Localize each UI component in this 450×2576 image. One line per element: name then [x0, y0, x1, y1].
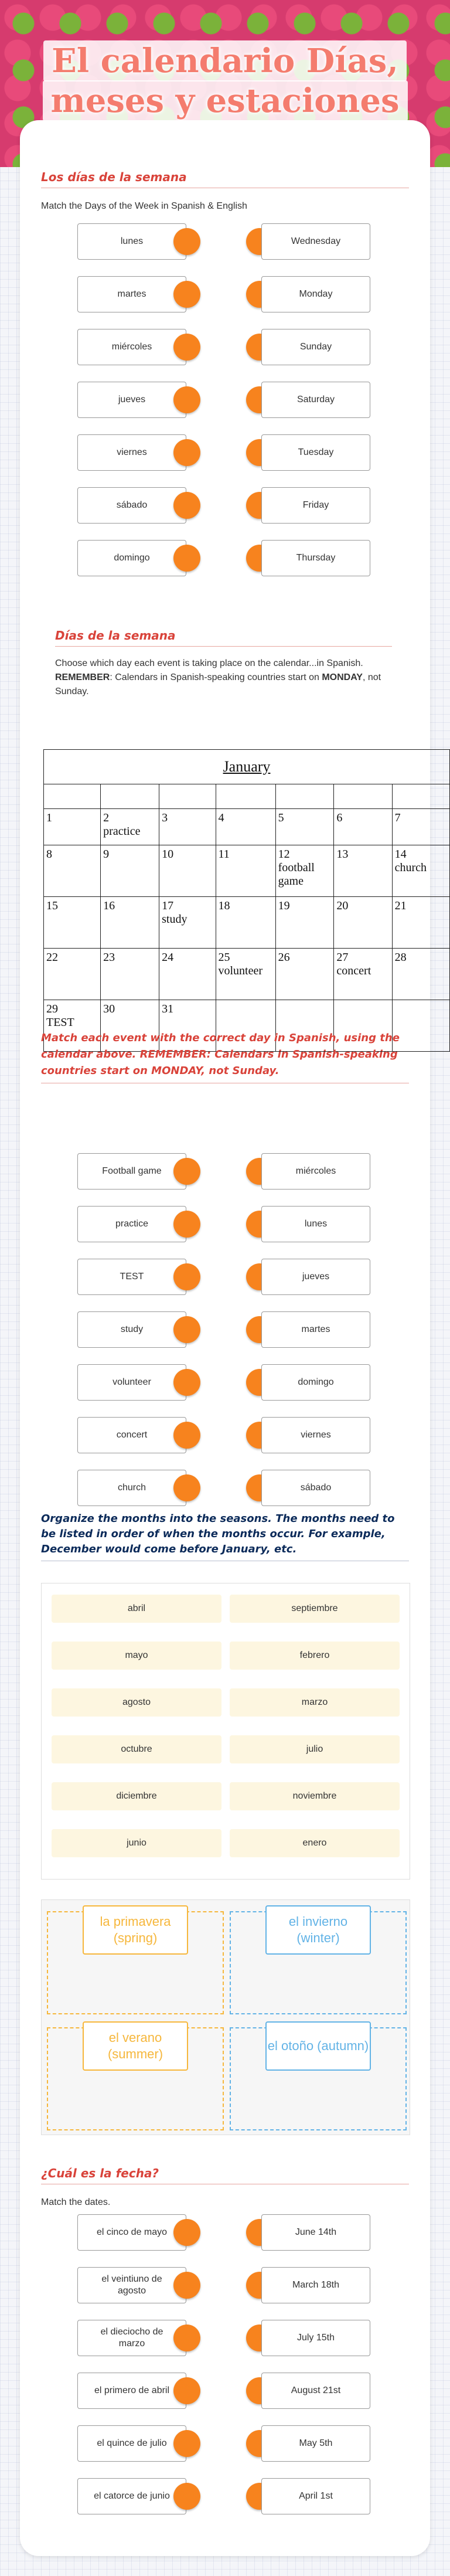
section-title-events: Match each event with the correct day in Spanish, using the calendar above. REMEMBER: Calendars in Spanish-speaking countries start on MONDAY, not Sunday. [41, 1030, 409, 1083]
calendar-day-number: 15 [46, 899, 58, 912]
event-right-item[interactable]: miércoles [261, 1153, 370, 1190]
day-left-connector[interactable] [173, 228, 200, 255]
calendar-day-number: 7 [394, 811, 401, 824]
date-left-item[interactable]: el catorce de junio [77, 2478, 186, 2514]
calendar-event: volunteer [218, 964, 263, 977]
day-left-item[interactable]: viernes [77, 434, 186, 471]
day-right-item[interactable]: Wednesday [261, 223, 370, 260]
day-left-item[interactable]: miércoles [77, 329, 186, 365]
calendar-day-number: 8 [46, 848, 52, 861]
calendar-day-number: 24 [162, 951, 174, 964]
day-right-item[interactable]: Friday [261, 487, 370, 524]
month-tile[interactable]: mayo [52, 1642, 221, 1670]
calendar-day-number: 22 [46, 951, 58, 964]
instruction-dates: Match the dates. [41, 2197, 111, 2207]
date-right-item[interactable]: June 14th [261, 2214, 370, 2251]
date-left-item[interactable]: el primero de abril [77, 2373, 186, 2409]
calendar-day-number: 1 [46, 811, 52, 824]
month-tile[interactable]: septiembre [230, 1595, 400, 1623]
calendar-day-number: 18 [218, 899, 230, 912]
month-tile[interactable]: abril [52, 1595, 221, 1623]
day-right-item[interactable]: Monday [261, 276, 370, 312]
calendar-day-number: 6 [336, 811, 343, 824]
calendar-day-number: 9 [103, 848, 110, 861]
calendar-day-number: 27 [336, 951, 349, 964]
page-title: El calendario Días, meses y estaciones [0, 41, 450, 121]
event-left-connector[interactable] [173, 1211, 200, 1238]
section-title-days: Los días de la semana [41, 170, 409, 188]
event-left-connector[interactable] [173, 1263, 200, 1290]
date-left-connector[interactable] [173, 2430, 200, 2457]
calendar-event: TEST [46, 1016, 74, 1029]
event-left-item[interactable]: practice [77, 1206, 186, 1242]
calendar-day-number: 30 [103, 1002, 115, 1015]
month-tile[interactable]: octubre [52, 1735, 221, 1763]
calendar-day-number: 3 [162, 811, 168, 824]
month-tile[interactable]: febrero [230, 1642, 400, 1670]
calendar-day-number: 5 [278, 811, 284, 824]
day-left-item[interactable]: jueves [77, 382, 186, 418]
event-right-item[interactable]: jueves [261, 1259, 370, 1295]
season-label: el verano (summer) [83, 2021, 188, 2071]
calendar-day-number: 14 [394, 848, 407, 861]
day-left-connector[interactable] [173, 281, 200, 308]
day-left-connector[interactable] [173, 386, 200, 413]
calendar-day-number: 11 [218, 848, 230, 861]
month-tile[interactable]: marzo [230, 1688, 400, 1717]
calendar-day-number: 31 [162, 1002, 174, 1015]
day-left-item[interactable]: sábado [77, 487, 186, 524]
calendar-event: practice [103, 825, 141, 838]
date-left-connector[interactable] [173, 2219, 200, 2246]
month-tile[interactable]: enero [230, 1829, 400, 1857]
event-left-connector[interactable] [173, 1158, 200, 1185]
calendar-day-number: 17 [162, 899, 174, 912]
day-left-connector[interactable] [173, 545, 200, 572]
calendar-day-number: 21 [394, 899, 407, 912]
day-left-connector[interactable] [173, 439, 200, 466]
month-tile[interactable]: junio [52, 1829, 221, 1857]
date-right-item[interactable]: May 5th [261, 2425, 370, 2462]
month-tile[interactable]: noviembre [230, 1782, 400, 1810]
event-left-item[interactable]: volunteer [77, 1364, 186, 1401]
event-left-connector[interactable] [173, 1422, 200, 1449]
calendar-day-number: 13 [336, 848, 349, 861]
calendar-day-number: 4 [218, 811, 224, 824]
calendar-month: January [44, 750, 450, 784]
calendar-day-number: 12 [278, 848, 290, 861]
event-left-connector[interactable] [173, 1369, 200, 1396]
event-left-item[interactable]: TEST [77, 1259, 186, 1295]
day-right-item[interactable]: Tuesday [261, 434, 370, 471]
calendar-day-number: 16 [103, 899, 115, 912]
event-left-item[interactable]: study [77, 1311, 186, 1348]
event-right-item[interactable]: sábado [261, 1470, 370, 1506]
day-left-connector[interactable] [173, 492, 200, 519]
event-left-item[interactable]: church [77, 1470, 186, 1506]
calendar-event: concert [336, 964, 371, 977]
month-tile[interactable]: diciembre [52, 1782, 221, 1810]
event-right-item[interactable]: lunes [261, 1206, 370, 1242]
section-title-months: Organize the months into the seasons. The months need to be listed in order of when the months occur. For example, December would come before January, etc. [41, 1511, 409, 1561]
date-right-item[interactable]: April 1st [261, 2478, 370, 2514]
day-right-item[interactable]: Saturday [261, 382, 370, 418]
month-tile[interactable]: julio [230, 1735, 400, 1763]
calendar-day-number: 29 [46, 1002, 58, 1015]
event-right-item[interactable]: martes [261, 1311, 370, 1348]
date-left-connector[interactable] [173, 2272, 200, 2299]
event-left-connector[interactable] [173, 1316, 200, 1343]
day-left-item[interactable]: martes [77, 276, 186, 312]
date-left-connector[interactable] [173, 2377, 200, 2404]
date-left-item[interactable]: el dieciocho de marzo [77, 2320, 186, 2356]
calendar-event: study [162, 913, 188, 926]
month-tile[interactable]: agosto [52, 1688, 221, 1717]
date-right-item[interactable]: March 18th [261, 2267, 370, 2303]
instruction-days: Match the Days of the Week in Spanish & English [41, 201, 247, 211]
calendar-day-number: 26 [278, 951, 290, 964]
calendar-day-number: 23 [103, 951, 115, 964]
day-left-connector[interactable] [173, 334, 200, 361]
instruction-calendar: Choose which day each event is taking place on the calendar...in Spanish. REMEMBER: Calendars in Spanish-speaking countries start on MONDAY, not Sunday. [55, 658, 381, 696]
section-title-calendar: Días de la semana [55, 628, 392, 647]
calendar-day-number: 2 [103, 811, 110, 824]
day-right-item[interactable]: Sunday [261, 329, 370, 365]
date-left-connector[interactable] [173, 2324, 200, 2351]
day-left-item[interactable]: domingo [77, 540, 186, 576]
calendar-day-number: 28 [394, 951, 407, 964]
calendar-day-number: 10 [162, 848, 174, 861]
date-left-item[interactable]: el quince de julio [77, 2425, 186, 2462]
event-right-item[interactable]: viernes [261, 1417, 370, 1453]
day-left-item[interactable]: lunes [77, 223, 186, 260]
event-left-item[interactable]: Football game [77, 1153, 186, 1190]
date-right-item[interactable]: August 21st [261, 2373, 370, 2409]
calendar-day-number: 19 [278, 899, 290, 912]
date-left-connector[interactable] [173, 2483, 200, 2510]
event-left-item[interactable]: concert [77, 1417, 186, 1453]
season-label: la primavera (spring) [83, 1905, 188, 1955]
date-left-item[interactable]: el cinco de mayo [77, 2214, 186, 2251]
section-title-dates: ¿Cuál es la fecha? [41, 2166, 409, 2184]
day-right-item[interactable]: Thursday [261, 540, 370, 576]
calendar-event: church [394, 861, 427, 874]
date-right-item[interactable]: July 15th [261, 2320, 370, 2356]
event-left-connector[interactable] [173, 1474, 200, 1501]
calendar-event: football game [278, 861, 315, 888]
event-right-item[interactable]: domingo [261, 1364, 370, 1401]
calendar-day-number: 25 [218, 951, 230, 964]
date-left-item[interactable]: el veintiuno de agosto [77, 2267, 186, 2303]
calendar-day-number: 20 [336, 899, 349, 912]
season-label: el otoño (autumn) [265, 2021, 371, 2071]
season-label: el invierno (winter) [265, 1905, 371, 1955]
